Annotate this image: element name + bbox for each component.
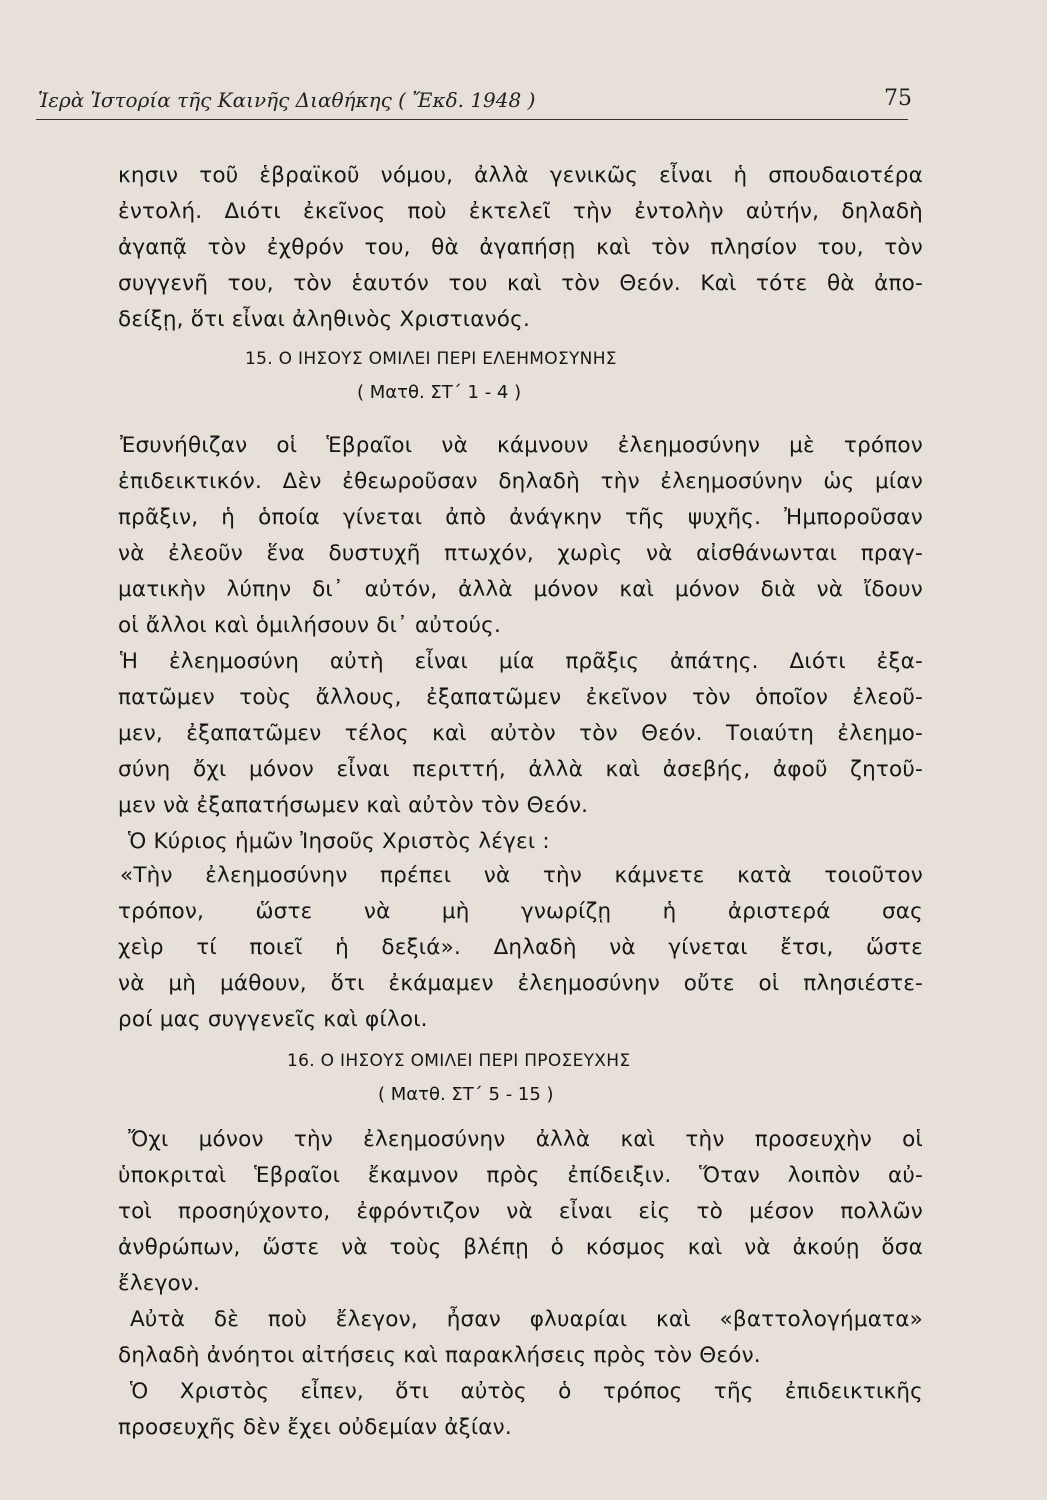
text-line: οἱ ἄλλοι καὶ ὁμιλήσουν δι᾽ αὐτούς. bbox=[118, 613, 502, 638]
text-line: πατῶμεν τοὺς ἄλλους, ἐξαπατῶμεν ἐκεῖνον τὸν ὁποῖον ἐλεοῦ- bbox=[118, 685, 923, 710]
text-line: προσευχῆς δὲν ἔχει οὐδεμίαν ἀξίαν. bbox=[118, 1415, 512, 1440]
text-line: δηλαδὴ ἀνόητοι αἰτήσεις καὶ παρακλήσεις πρὸς τὸν Θεόν. bbox=[118, 1343, 761, 1368]
section-heading: 15. Ο ΙΗΣΟΥΣ ΟΜΙΛΕΙ ΠΕΡΙ ΕΛΕΗΜΟΣΥΝΗΣ bbox=[245, 349, 617, 369]
text-line: πρᾶξιν, ἡ ὁποία γίνεται ἀπὸ ἀνάγκην τῆς ψυχῆς. Ἠμποροῦσαν bbox=[118, 505, 923, 530]
text-line: ἔλεγον. bbox=[118, 1271, 201, 1296]
text-line: Ὁ Χριστὸς εἶπεν, ὅτι αὐτὸς ὁ τρόπος τῆς ἐπιδεικτικῆς bbox=[130, 1379, 923, 1404]
text-line: τρόπον, ὥστε νὰ μὴ γνωρίζῃ ἡ ἀριστερά σας bbox=[118, 899, 923, 924]
text-line: Ἡ ἐλεημοσύνη αὐτὴ εἶναι μία πρᾶξις ἀπάτης. Διότι ἐξα- bbox=[120, 649, 923, 674]
text-line: ἐπιδεικτικόν. Δὲν ἐθεωροῦσαν δηλαδὴ τὴν ἐλεημοσύνην ὡς μίαν bbox=[118, 469, 923, 494]
text-line: Ἐσυνήθιζαν οἱ Ἑβραῖοι νὰ κάμνουν ἐλεημοσύνην μὲ τρόπον bbox=[120, 433, 923, 458]
text-line: μεν, ἐξαπατῶμεν τέλος καὶ αὐτὸν τὸν Θεόν. Τοιαύτη ἐλεημο- bbox=[118, 721, 923, 746]
page-number: 75 bbox=[884, 86, 912, 111]
text-line: ἐντολή. Διότι ἐκεῖνος ποὺ ἐκτελεῖ τὴν ἐντολὴν αὐτήν, δηλαδὴ bbox=[118, 199, 923, 224]
scripture-reference: ( Ματθ. ΣΤ΄ 5 - 15 ) bbox=[378, 1084, 554, 1105]
text-line: Αὐτὰ δὲ ποὺ ἔλεγον, ἦσαν φλυαρίαι καὶ «βαττολογήματα» bbox=[130, 1307, 923, 1332]
text-line: ἀγαπᾷ τὸν ἐχθρόν του, θὰ ἀγαπήσῃ καὶ τὸν πλησίον του, τὸν bbox=[118, 235, 923, 260]
scripture-reference: ( Ματθ. ΣΤ΄ 1 - 4 ) bbox=[357, 382, 522, 403]
header-rule bbox=[36, 119, 908, 120]
text-line: σύνη ὄχι μόνον εἶναι περιττή, ἀλλὰ καὶ ἀσεβής, ἀφοῦ ζητοῦ- bbox=[118, 757, 923, 782]
text-line: χεὶρ τί ποιεῖ ἡ δεξιά». Δηλαδὴ νὰ γίνεται ἔτσι, ὥστε bbox=[118, 935, 923, 960]
section-heading: 16. Ο ΙΗΣΟΥΣ ΟΜΙΛΕΙ ΠΕΡΙ ΠΡΟΣΕΥΧΗΣ bbox=[287, 1051, 631, 1071]
text-line: Ὁ Κύριος ἡμῶν Ἰησοῦς Χριστὸς λέγει : bbox=[128, 829, 550, 854]
text-line: τοὶ προσηύχοντο, ἐφρόντιζον νὰ εἶναι εἰς τὸ μέσον πολλῶν bbox=[118, 1199, 923, 1224]
text-line: συγγενῆ του, τὸν ἑαυτόν του καὶ τὸν Θεόν. Καὶ τότε θὰ ἀπο- bbox=[118, 271, 923, 296]
text-line: νὰ ἐλεοῦν ἕνα δυστυχῆ πτωχόν, χωρὶς νὰ αἰσθάνωνται πραγ- bbox=[118, 541, 923, 566]
text-line: ματικὴν λύπην δι᾽ αὐτόν, ἀλλὰ μόνον καὶ μόνον διὰ νὰ ἴδουν bbox=[118, 577, 923, 602]
text-line: μεν νὰ ἐξαπατήσωμεν καὶ αὐτὸν τὸν Θεόν. bbox=[118, 793, 589, 818]
text-line: δείξῃ, ὅτι εἶναι ἀληθινὸς Χριστιανός. bbox=[118, 307, 530, 332]
text-line: ὑποκριταὶ Ἑβραῖοι ἔκαμνον πρὸς ἐπίδειξιν. Ὅταν λοιπὸν αὐ- bbox=[118, 1163, 923, 1188]
text-line: Ὄχι μόνον τὴν ἐλεημοσύνην ἀλλὰ καὶ τὴν προσευχὴν οἱ bbox=[128, 1127, 923, 1152]
running-header: Ἱερὰ Ἱστορία τῆς Καινῆς Διαθήκης ( Ἔκδ. 1948 ) bbox=[38, 88, 536, 112]
text-line: νὰ μὴ μάθουν, ὅτι ἐκάμαμεν ἐλεημοσύνην οὔτε οἱ πλησιέστε- bbox=[118, 971, 923, 996]
text-line: «Τὴν ἐλεημοσύνην πρέπει νὰ τὴν κάμνετε κατὰ τοιοῦτον bbox=[120, 863, 923, 888]
text-line: κησιν τοῦ ἑβραϊκοῦ νόμου, ἀλλὰ γενικῶς εἶναι ἡ σπουδαιοτέρα bbox=[118, 163, 923, 188]
text-line: ἀνθρώπων, ὥστε νὰ τοὺς βλέπῃ ὁ κόσμος καὶ νὰ ἀκούῃ ὅσα bbox=[118, 1235, 923, 1260]
text-line: ροί μας συγγενεῖς καὶ φίλοι. bbox=[118, 1007, 428, 1032]
